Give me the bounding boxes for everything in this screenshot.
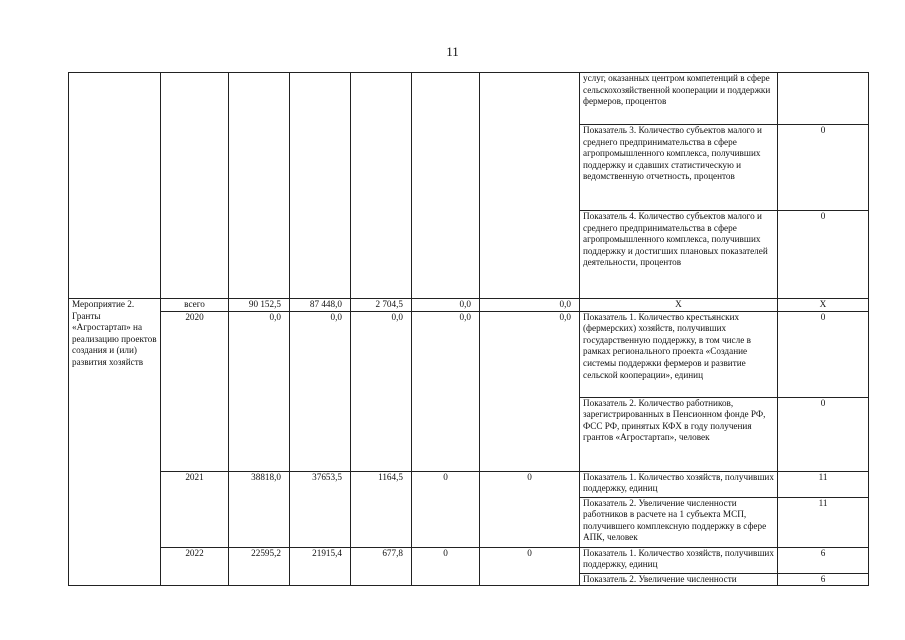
table-row: 2021 38818,0 37653,5 1164,5 0 0 Показатель 1. Количество хозяйств, получивших поддержку, единиц 11 xyxy=(69,471,869,497)
measure-name: Мероприятие 2. Гранты «Агростартап» на реализацию проектов создания и (или) развития хозяйств xyxy=(69,299,161,586)
indicator-cell: Показатель 2. Увеличение численности xyxy=(580,573,778,586)
target-cell: 0 xyxy=(778,125,869,211)
target-cell: Х xyxy=(778,299,869,312)
indicator-cell: Показатель 3. Количество субъектов малого и среднего предпринимательства в сфере агропромышленного комплекса, получивших поддержку и сдавших статистическую и ведомственную отчетность, процентов xyxy=(580,125,778,211)
indicator-cell: услуг, оказанных центром компетенций в сфере сельскохозяйственной кооперации и поддержки фермеров, процентов xyxy=(580,73,778,125)
table-row xyxy=(69,73,869,125)
target-cell: 6 xyxy=(778,573,869,586)
period-cell: 2022 xyxy=(161,547,229,586)
page-number: 11 xyxy=(446,44,459,59)
table-row: 2020 0,0 0,0 0,0 0,0 0,0 Показатель 1. Количество крестьянских (фермерских) хозяйств, получивших государственную поддержку, в том числе в рамках регионального проекта «Создание системы поддержки фермеров и развитие сельской кооперации», единиц 0 xyxy=(69,311,869,397)
table-row: 2022 22595,2 21915,4 677,8 0 0 Показатель 1. Количество хозяйств, получивших поддержку, единиц 6 xyxy=(69,547,869,573)
table-row: Мероприятие 2. Гранты «Агростартап» на реализацию проектов создания и (или) развития хозяйств всего 90 152,5 87 448,0 2 704,5 0,0 0,0 Х Х xyxy=(69,299,869,312)
indicator-cell: Показатель 1. Количество хозяйств, получивших поддержку, единиц xyxy=(580,471,778,497)
indicator-cell: Х xyxy=(580,299,778,312)
target-cell: 0 xyxy=(778,311,869,397)
period-cell: 2020 xyxy=(161,311,229,471)
indicator-cell: Показатель 1. Количество крестьянских (фермерских) хозяйств, получивших государственную поддержку, в том числе в рамках регионального проекта «Создание системы поддержки фермеров и развитие сельской кооперации», единиц xyxy=(580,311,778,397)
indicator-cell: Показатель 2. Количество работников, зарегистрированных в Пенсионном фонде РФ, ФСС РФ, принятых КФХ в году получения грантов «Агростартап», человек xyxy=(580,397,778,471)
indicator-cell: Показатель 4. Количество субъектов малого и среднего предпринимательства в сфере агропромышленного комплекса, получивших поддержку и достигших плановых показателей деятельности, процентов xyxy=(580,211,778,299)
period-cell: 2021 xyxy=(161,471,229,547)
target-cell: 0 xyxy=(778,397,869,471)
measure-cell-empty xyxy=(69,73,161,299)
period-cell: всего xyxy=(161,299,229,312)
indicator-cell: Показатель 1. Количество хозяйств, получивших поддержку, единиц xyxy=(580,547,778,573)
target-cell: 6 xyxy=(778,547,869,573)
program-table xyxy=(68,72,869,586)
target-cell xyxy=(778,73,869,125)
target-cell: 11 xyxy=(778,471,869,497)
indicator-cell: Показатель 2. Увеличение численности работников в расчете на 1 субъекта МСП, получившего комплексную поддержку в сфере АПК, человек xyxy=(580,497,778,547)
target-cell: 0 xyxy=(778,211,869,299)
target-cell: 11 xyxy=(778,497,869,547)
